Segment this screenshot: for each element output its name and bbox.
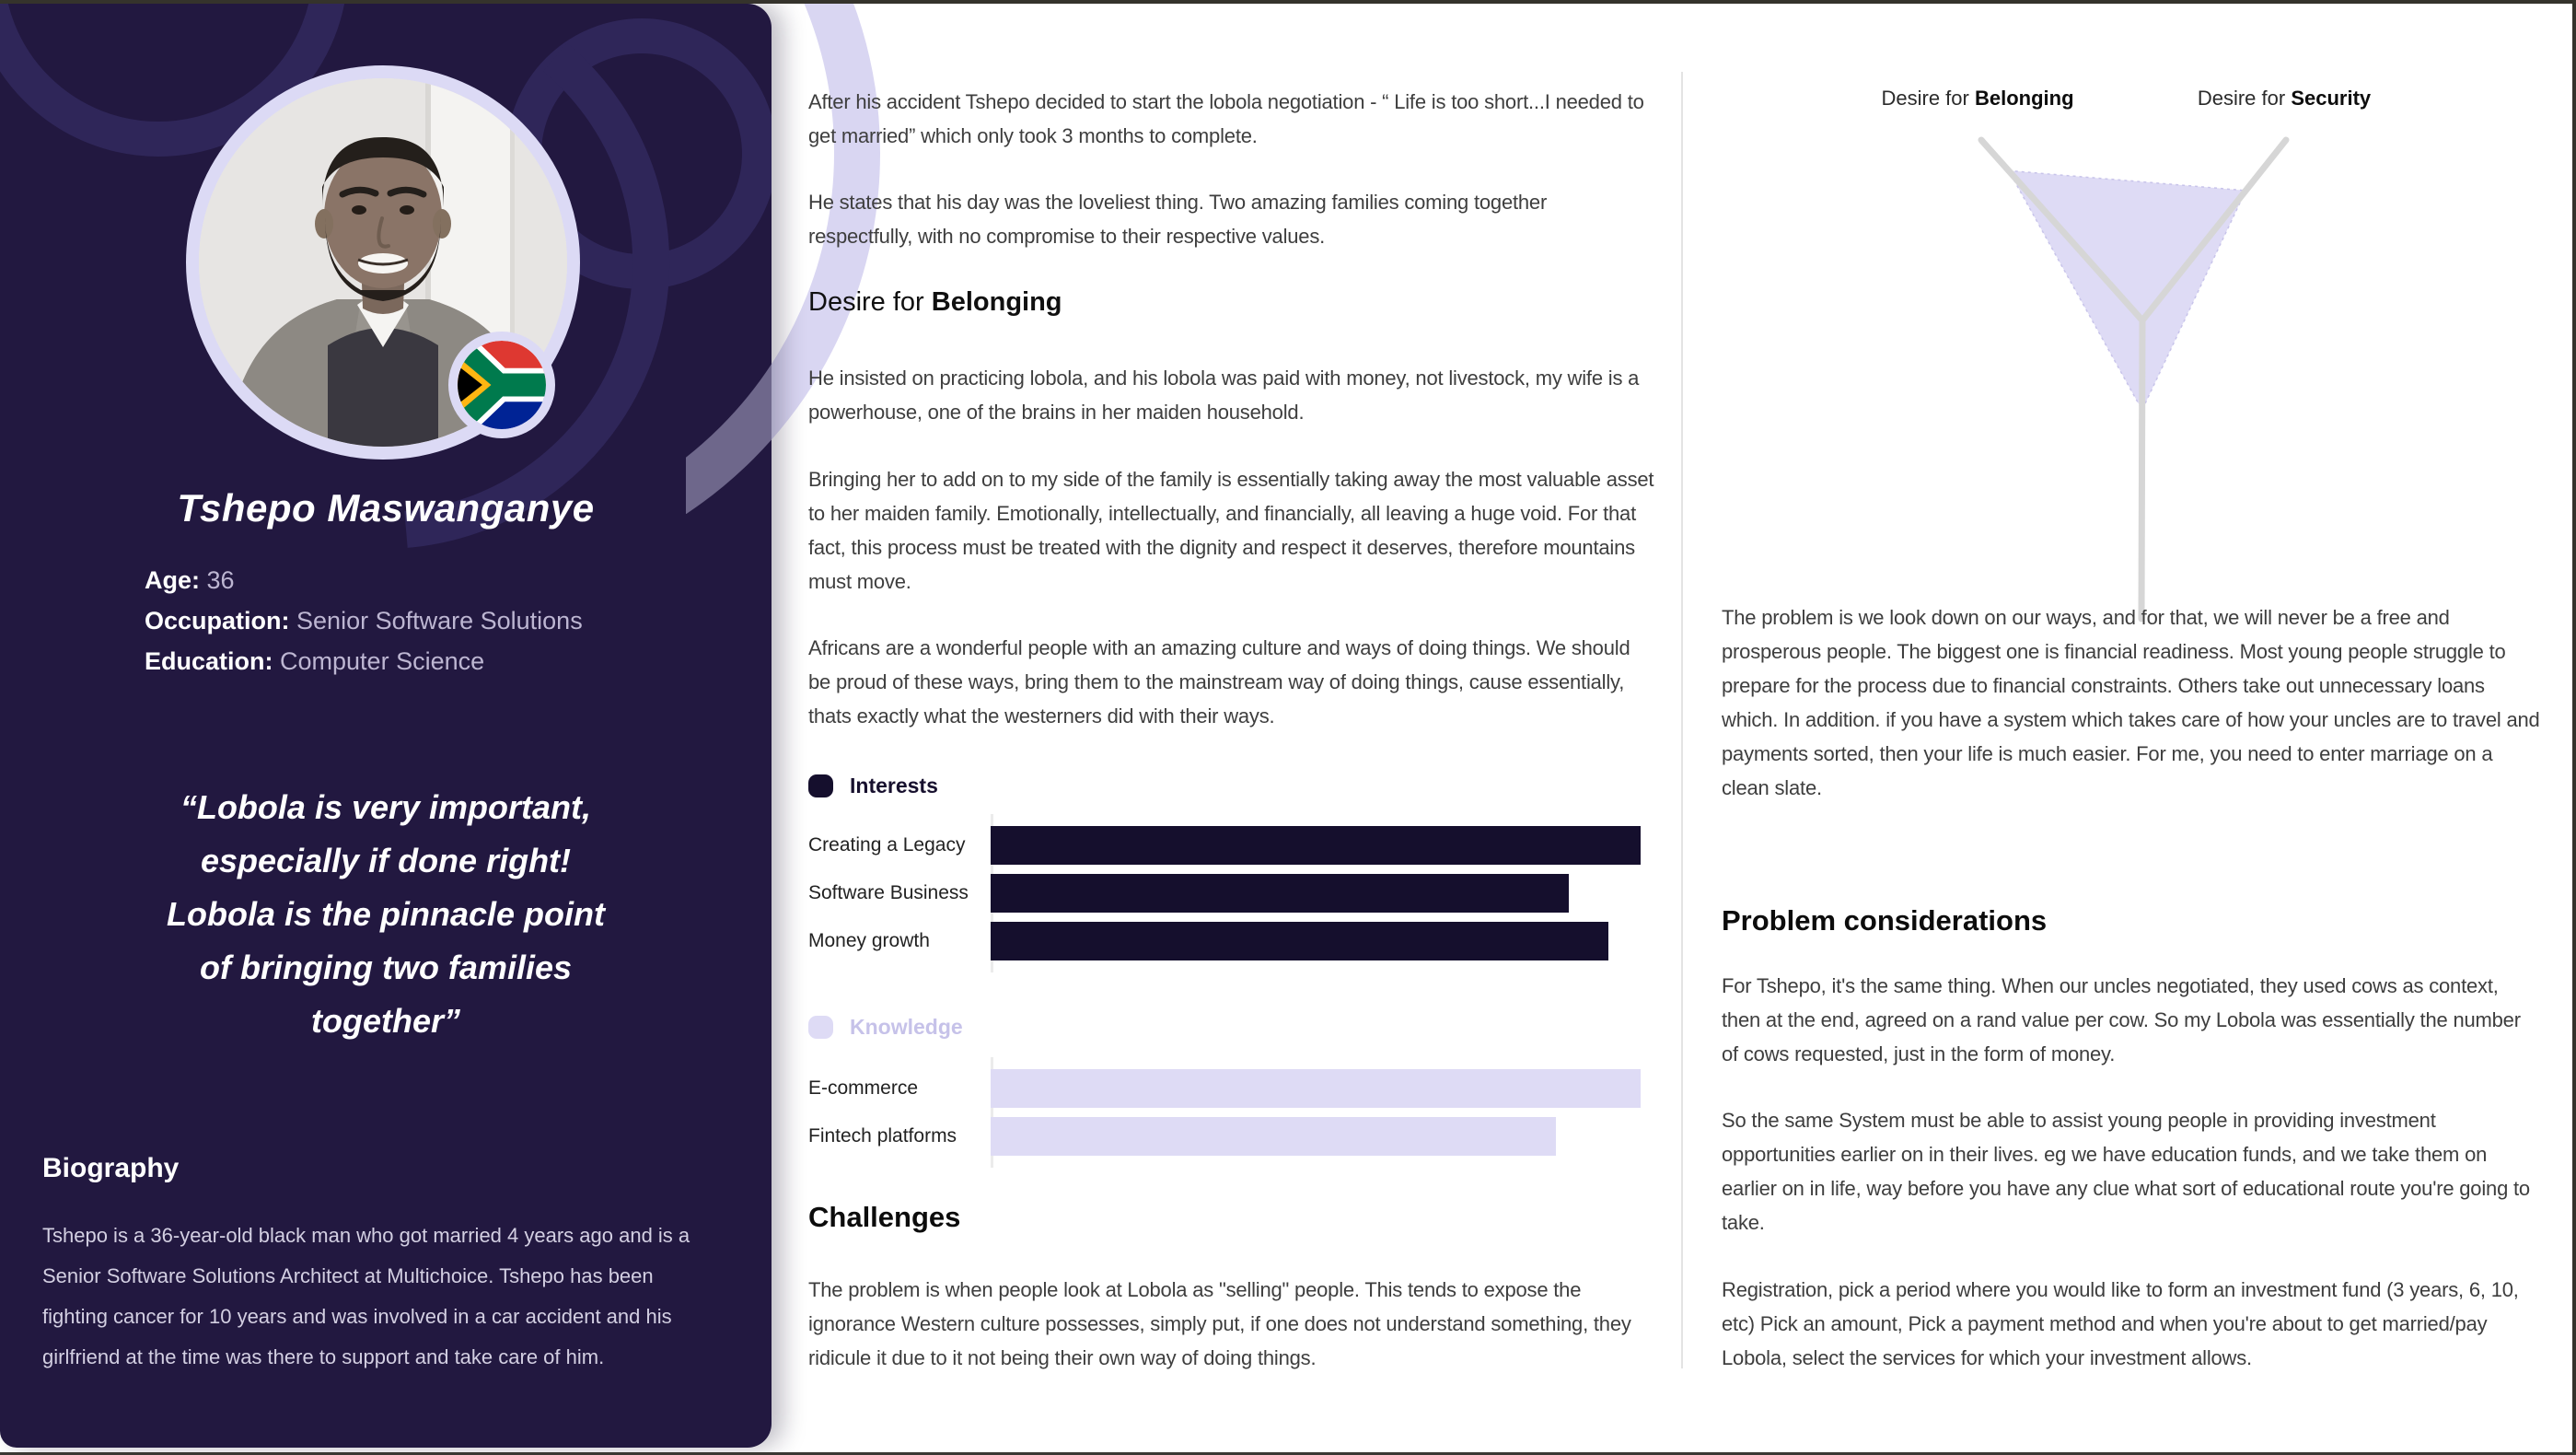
window-edge: [0, 0, 2576, 4]
window-edge: [2572, 0, 2576, 1455]
bar-row: E-commerce: [808, 1069, 1641, 1108]
knowledge-bar: [991, 1069, 1641, 1108]
interests-bar: [991, 826, 1641, 865]
persona-side-panel: [0, 4, 772, 1448]
interests-bar: [991, 922, 1608, 960]
knowledge-bar-chart: [808, 1057, 1655, 1168]
narrative-paragraph: After his accident Tshepo decided to start the lobola negotiation - “ Life is too short...I needed to get married” which only took 3 months to complete.: [808, 90, 1644, 147]
knowledge-legend-dot-icon: [808, 1016, 833, 1039]
problem-paragraph: The problem is we look down on our ways, and for that, we will never be a free and prosperous people. The biggest one is financial readiness. Most young people struggle to prepare for the process due to financial constraints. Others take out unnecessary loans which. In addition. if you have a system which takes care of how your uncles are to travel and payments sorted, then your life is much easier. For me, you need to enter marriage on a clean slate.: [1722, 606, 2540, 799]
problem-considerations-heading: Problem considerations: [1722, 904, 2048, 937]
challenges-text: The problem is when people look at Lobola as "selling" people. This tends to expose the ignorance Western culture possesses, simply put, if one does not understand something, they ridicule it due to it not being their own way of doing things.: [808, 1278, 1631, 1369]
narrative-paragraph: He insisted on practicing lobola, and his lobola was paid with money, not livestock, my wife is a powerhouse, one of the brains in her maiden household.: [808, 367, 1640, 424]
biography-heading: Biography: [42, 1153, 180, 1183]
interests-legend: Interests: [808, 774, 938, 798]
column-divider: [1681, 72, 1683, 1368]
problem-paragraph: Registration, pick a period where you would like to form an investment fund (3 years, 6, 10, etc) Pick an amount, Pick a payment method and when you're about to get married/pay Lobola, select the services for which your investment allows.: [1722, 1278, 2519, 1369]
narrative-paragraph: He states that his day was the loveliest thing. Two amazing families coming together respectfully, with no compromise to their respective values.: [808, 191, 1548, 248]
bar-row: Creating a Legacy: [808, 826, 1641, 865]
problem-paragraph: So the same System must be able to assist young people in providing investment opportunities earlier on in their lives. eg we have education funds, and we take them on earlier on in life, way before you have any clue what sort of educational route you're going to take.: [1722, 1109, 2530, 1234]
interests-legend-dot-icon: [808, 774, 833, 797]
south-africa-flag-icon: [448, 332, 555, 438]
narrative-paragraph: Bringing her to add on to my side of the family is essentially taking away the most valuable asset to her maiden family. Emotionally, intellectually, and financially, all leaving a huge void. For that fact, this process must be treated with the dignity and respect it deserves, therefore mountains must move.: [808, 468, 1654, 593]
radar-chart: [1887, 111, 2403, 645]
detail-age: Age: 36: [145, 566, 235, 594]
persona-name: Tshepo Maswanganye: [177, 486, 595, 530]
problem-paragraph: For Tshepo, it's the same thing. When our uncles negotiated, they used cows as context, then at the end, agreed on a rand value per cow. So my Lobola was essentially the number of cows requested, just in the form of money.: [1722, 974, 2521, 1065]
detail-education: Education: Computer Science: [145, 647, 485, 675]
narrative-paragraph: Africans are a wonderful people with an amazing culture and ways of doing things. We should be proud of these ways, bring them to the mainstream way of doing things, cause essentially, thats exactly what the westerners did with their ways.: [808, 636, 1630, 728]
persona-details: [145, 560, 583, 681]
challenges-heading: Challenges: [808, 1201, 961, 1233]
biography-text: Tshepo is a 36-year-old black man who got married 4 years ago and is a Senior Software Solutions Architect at Multichoice. Tshepo has been fighting cancer for 10 years and was involved in a car accident and his girlfriend at the time was there to support and take care of him.: [42, 1224, 690, 1368]
desire-belonging-heading: Desire for Belonging: [808, 287, 1062, 317]
knowledge-bar: [991, 1117, 1556, 1156]
detail-occupation: Occupation: Senior Software Solutions: [145, 607, 583, 634]
radar-axis-label-security: Desire for Security: [2197, 87, 2372, 110]
knowledge-legend: Knowledge: [808, 1015, 963, 1040]
bar-row: Fintech platforms: [808, 1117, 1641, 1156]
interests-bar: [991, 874, 1569, 913]
bar-row: Money growth: [808, 922, 1641, 960]
persona-quote: “Lobola is very important, especially if done right! Lobola is the pinnacle point of bringing two families together”: [166, 788, 605, 1040]
bar-row: Software Business: [808, 874, 1641, 913]
interests-bar-chart: [808, 814, 1655, 972]
radar-axis-label-belonging: Desire for Belonging: [1881, 87, 2074, 110]
